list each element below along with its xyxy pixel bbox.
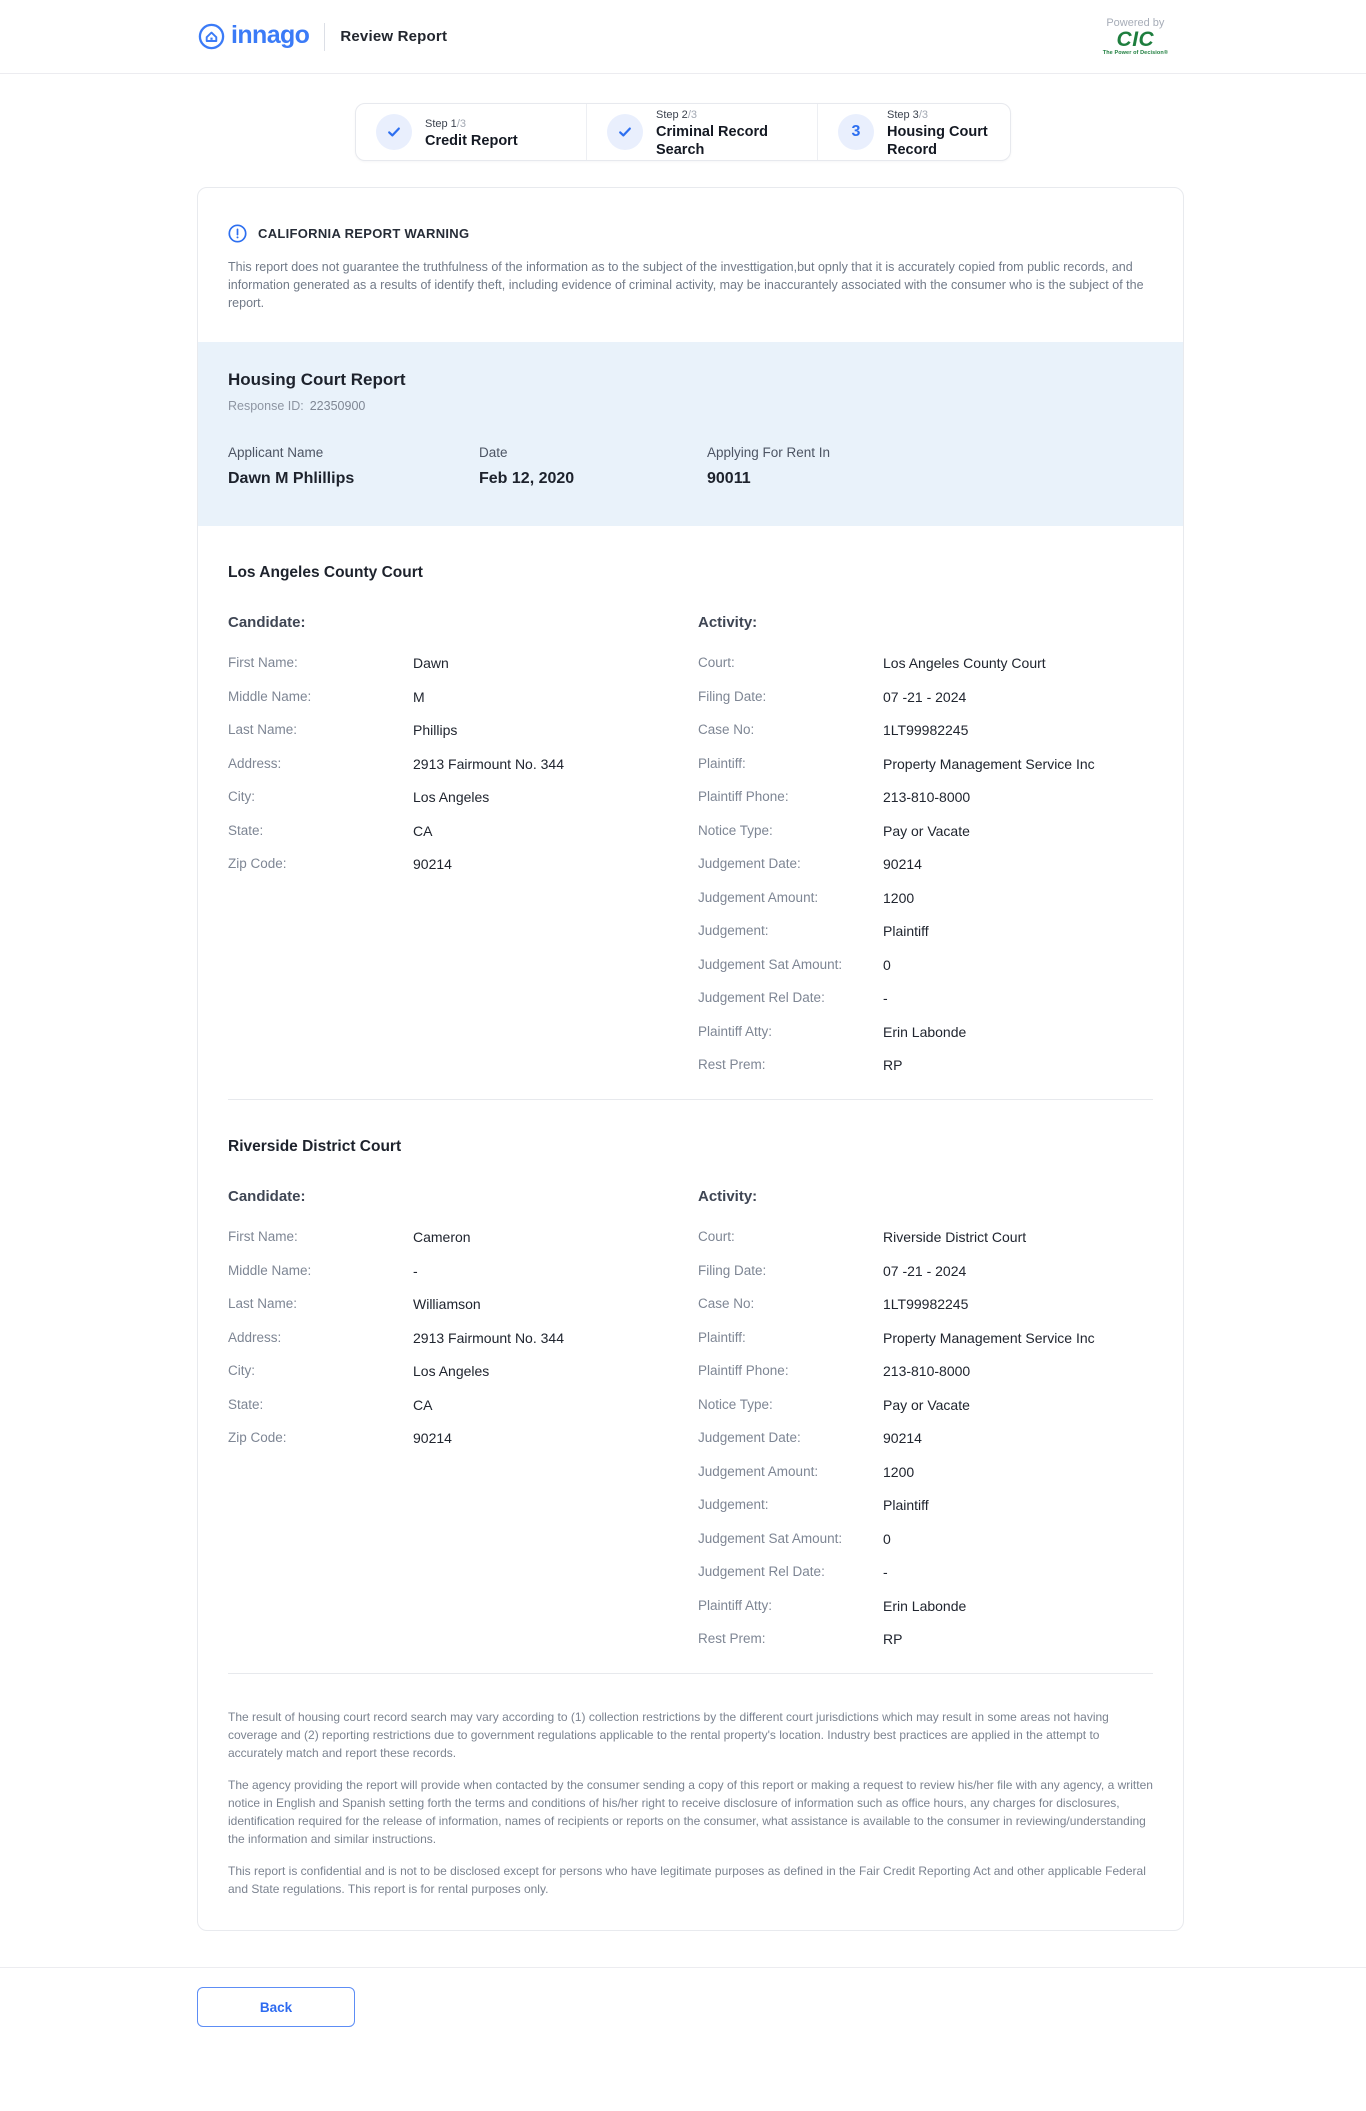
court-section-los-angeles xyxy=(198,526,1183,1073)
house-circle-icon xyxy=(198,23,225,50)
field-value: 90214 xyxy=(883,1430,922,1446)
cic-wordmark: CIC xyxy=(1116,28,1155,52)
field-row xyxy=(698,1631,1153,1647)
field-row xyxy=(698,756,1153,772)
summary-field-value: Dawn M Phlillips xyxy=(228,470,355,487)
page-title: Review Report xyxy=(340,28,448,45)
field-value: 07 -21 - 2024 xyxy=(883,1262,967,1279)
field-label: Notice Type: xyxy=(698,822,773,838)
step-title: Credit Report xyxy=(425,132,518,149)
field-value: Cameron xyxy=(413,1229,471,1245)
summary-field-value: Feb 12, 2020 xyxy=(479,470,575,487)
summary-field-label: Date xyxy=(479,445,508,460)
field-row xyxy=(698,689,1153,705)
field-row xyxy=(698,823,1153,839)
report-card xyxy=(197,187,1184,1931)
field-row xyxy=(698,1330,1153,1346)
field-label: Plaintiff Phone: xyxy=(698,789,789,804)
powered-by-label: Powered by xyxy=(1106,16,1165,29)
field-row xyxy=(228,756,698,772)
check-icon xyxy=(376,114,412,150)
field-label: Rest Prem: xyxy=(698,1057,766,1072)
field-label: Plaintiff Atty: xyxy=(698,1597,773,1613)
field-value: 90214 xyxy=(413,1430,452,1446)
candidate-heading: Candidate: xyxy=(228,614,306,631)
field-value: 07 -21 - 2024 xyxy=(883,688,967,705)
field-label: First Name: xyxy=(228,655,298,670)
field-label: Plaintiff Atty: xyxy=(698,1023,773,1039)
field-label: Judgement: xyxy=(698,923,769,938)
back-button[interactable]: Back xyxy=(197,1987,355,2027)
activity-column xyxy=(698,614,1153,1073)
field-row xyxy=(228,856,698,872)
check-icon xyxy=(607,114,643,150)
field-row xyxy=(698,856,1153,872)
field-label: Judgement Sat Amount: xyxy=(698,1530,843,1546)
step-counter: Step 3/3 xyxy=(887,108,928,121)
field-label: Plaintiff: xyxy=(698,1329,746,1345)
field-value: 1LT99982245 xyxy=(883,722,969,738)
field-value: 1LT99982245 xyxy=(883,1296,969,1312)
field-label: Judgement Date: xyxy=(698,856,801,871)
step-counter: Step 2/3 xyxy=(656,108,697,121)
field-label: State: xyxy=(228,822,264,838)
step-counter: Step 1/3 xyxy=(425,117,466,130)
response-id: Response ID: 22350900 xyxy=(228,399,366,413)
field-row xyxy=(698,1564,1153,1580)
cic-tagline: The Power of Decision® xyxy=(1102,50,1168,57)
field-label: Zip Code: xyxy=(228,1430,287,1445)
field-label: Filing Date: xyxy=(698,688,767,704)
report-title: Housing Court Report xyxy=(228,370,406,389)
court-section-riverside xyxy=(198,1100,1183,1647)
field-value: Erin Labonde xyxy=(883,1023,967,1040)
court-title: Los Angeles County Court xyxy=(228,564,423,581)
field-value: Property Management Service Inc xyxy=(883,755,1095,772)
footer-divider xyxy=(0,1967,1366,1968)
housing-court-report-panel xyxy=(198,342,1183,526)
field-value: RP xyxy=(883,1631,903,1647)
field-row xyxy=(228,655,698,671)
field-label: Court: xyxy=(698,655,735,670)
field-label: Last Name: xyxy=(228,722,298,737)
field-value: Los Angeles County Court xyxy=(883,655,1046,671)
field-row xyxy=(698,722,1153,738)
field-row xyxy=(698,789,1153,805)
field-row xyxy=(698,1024,1153,1040)
field-label: Plaintiff Phone: xyxy=(698,1363,789,1378)
field-value: Dawn xyxy=(413,655,449,671)
field-value: 0 xyxy=(883,1530,891,1547)
field-value: Los Angeles xyxy=(413,1363,490,1379)
step-criminal-record-search[interactable] xyxy=(586,104,817,160)
field-label: Plaintiff: xyxy=(698,755,746,771)
field-value: Riverside District Court xyxy=(883,1229,1027,1245)
field-label: Judgement Rel Date: xyxy=(698,1564,825,1579)
field-label: Address: xyxy=(228,1329,282,1345)
field-row xyxy=(228,1296,698,1312)
court-title: Riverside District Court xyxy=(228,1138,402,1155)
step-title: Criminal Record Search xyxy=(656,123,768,158)
summary-field-value: 90011 xyxy=(707,470,751,487)
field-value: M xyxy=(413,688,425,705)
field-value: Plaintiff xyxy=(883,923,929,939)
field-value: Pay or Vacate xyxy=(883,1396,970,1413)
warning-body: This report does not guarantee the truthfulness of the information as to the subject of the investtigation,but opnly that it is accurately copied from public records, and information generated as a results of identify theft, including evidence of criminal activity, may be inaccurantely associated with the consumer who is the subject of the report. xyxy=(228,260,1144,310)
alert-circle-icon xyxy=(228,224,247,243)
field-row xyxy=(228,1363,698,1379)
field-row xyxy=(698,957,1153,973)
field-label: City: xyxy=(228,789,255,804)
field-row xyxy=(698,1363,1153,1379)
field-value: 2913 Fairmount No. 344 xyxy=(413,1329,564,1346)
step-credit-report[interactable] xyxy=(356,104,586,160)
summary-field xyxy=(228,445,479,488)
california-warning-section xyxy=(198,188,1183,342)
summary-field xyxy=(479,445,707,488)
summary-field-label: Applicant Name xyxy=(228,445,324,460)
field-row xyxy=(228,1330,698,1346)
field-label: State: xyxy=(228,1396,264,1412)
step-housing-court-record[interactable] xyxy=(817,104,1010,160)
field-value: - xyxy=(883,1564,888,1580)
field-row xyxy=(698,1057,1153,1073)
field-label: Case No: xyxy=(698,1296,755,1311)
field-value: 2913 Fairmount No. 344 xyxy=(413,755,564,772)
field-label: Filing Date: xyxy=(698,1262,767,1278)
field-row xyxy=(698,655,1153,671)
header-divider xyxy=(324,23,325,51)
field-value: 90214 xyxy=(883,856,922,872)
disclaimer-section xyxy=(198,1674,1183,1930)
field-label: Rest Prem: xyxy=(698,1631,766,1646)
applicant-summary xyxy=(228,445,1153,488)
field-row xyxy=(228,1430,698,1446)
field-label: Address: xyxy=(228,755,282,771)
field-value: CA xyxy=(413,822,433,839)
field-label: Judgement Amount: xyxy=(698,889,819,905)
field-row xyxy=(698,1497,1153,1513)
field-row xyxy=(228,789,698,805)
field-value: 213-810-8000 xyxy=(883,1363,971,1379)
field-row xyxy=(228,722,698,738)
field-row xyxy=(228,1263,698,1279)
field-row xyxy=(698,1464,1153,1480)
field-label: Judgement Date: xyxy=(698,1430,801,1445)
candidate-column xyxy=(228,614,698,1073)
bottom-spacer xyxy=(0,2027,1366,2111)
field-label: Judgement Amount: xyxy=(698,1463,819,1479)
step-number-badge: 3 xyxy=(838,114,874,150)
field-value: Property Management Service Inc xyxy=(883,1329,1095,1346)
field-value: Plaintiff xyxy=(883,1497,929,1513)
field-row xyxy=(698,1263,1153,1279)
disclaimer-paragraph: The agency providing the report will provide when contacted by the consumer sending a copy of this report or making a request to review his/her file with any agency, a written notice in English and Spanish setting forth the terms and conditions of his/her right to receive disclosure of information such as office hours, any charges for disclosures, identification required for the release of information, names of recipients or reports on the consumer, what assistance is available to the consumer in reviewing/understanding the information and similar instructions. xyxy=(228,1778,1153,1846)
cic-logo xyxy=(1103,17,1168,56)
field-label: Court: xyxy=(698,1229,735,1244)
field-value: - xyxy=(413,1262,418,1279)
field-value: RP xyxy=(883,1057,903,1073)
field-label: Last Name: xyxy=(228,1296,298,1311)
field-label: Judgement Sat Amount: xyxy=(698,956,843,972)
field-row xyxy=(698,1296,1153,1312)
field-value: CA xyxy=(413,1396,433,1413)
field-value: 1200 xyxy=(883,1463,915,1480)
field-label: Notice Type: xyxy=(698,1396,773,1412)
step-title: Housing Court Record xyxy=(887,123,988,158)
field-label: Judgement: xyxy=(698,1497,769,1512)
field-row xyxy=(228,823,698,839)
field-value: Los Angeles xyxy=(413,789,490,805)
candidate-fields xyxy=(228,1229,698,1446)
field-row xyxy=(698,890,1153,906)
field-row xyxy=(698,1229,1153,1245)
summary-field-label: Applying For Rent In xyxy=(707,445,831,460)
field-value: - xyxy=(883,990,888,1006)
candidate-fields xyxy=(228,655,698,872)
field-value: 0 xyxy=(883,956,891,973)
field-label: City: xyxy=(228,1363,255,1378)
top-header xyxy=(0,0,1366,74)
field-value: 1200 xyxy=(883,889,915,906)
field-value: Pay or Vacate xyxy=(883,822,970,839)
field-row xyxy=(228,1229,698,1245)
field-label: Middle Name: xyxy=(228,688,312,704)
field-value: 213-810-8000 xyxy=(883,789,971,805)
warning-title: CALIFORNIA REPORT WARNING xyxy=(258,226,470,241)
field-row xyxy=(698,1531,1153,1547)
field-row xyxy=(698,1430,1153,1446)
disclaimer-paragraph: This report is confidential and is not to be disclosed except for persons who have legitimate purposes as defined in the Fair Credit Reporting Act and other applicable Federal and State regulations. This report is for rental purposes only. xyxy=(228,1864,1146,1896)
disclaimer-paragraph: The result of housing court record search may vary according to (1) collection restrictions by the different court jurisdictions which may result in some areas not having coverage and (2) reporting restrictions due to government regulations applicable to the rental property's location. Industry best practices are applied in the attempt to accurately match and report these records. xyxy=(228,1710,1109,1760)
field-label: Middle Name: xyxy=(228,1262,312,1278)
activity-column xyxy=(698,1188,1153,1647)
field-row xyxy=(698,923,1153,939)
brand-wordmark: innago xyxy=(231,20,310,49)
field-value: Williamson xyxy=(413,1296,481,1312)
field-label: Case No: xyxy=(698,722,755,737)
field-value: Erin Labonde xyxy=(883,1597,967,1614)
field-value: Phillips xyxy=(413,722,458,738)
brand-area xyxy=(198,20,448,51)
candidate-column xyxy=(228,1188,698,1647)
field-label: Zip Code: xyxy=(228,856,287,871)
report-stepper xyxy=(355,103,1011,161)
field-label: Judgement Rel Date: xyxy=(698,990,825,1005)
field-row xyxy=(228,1397,698,1413)
activity-fields xyxy=(698,1229,1153,1647)
field-row xyxy=(698,1397,1153,1413)
activity-heading: Activity: xyxy=(698,1188,758,1205)
candidate-heading: Candidate: xyxy=(228,1188,306,1205)
summary-field xyxy=(707,445,1153,488)
activity-heading: Activity: xyxy=(698,614,758,631)
field-row xyxy=(698,1598,1153,1614)
field-label: First Name: xyxy=(228,1229,298,1244)
innago-logo[interactable] xyxy=(198,20,310,51)
field-row xyxy=(228,689,698,705)
activity-fields xyxy=(698,655,1153,1073)
field-value: 90214 xyxy=(413,856,452,872)
field-row xyxy=(698,990,1153,1006)
